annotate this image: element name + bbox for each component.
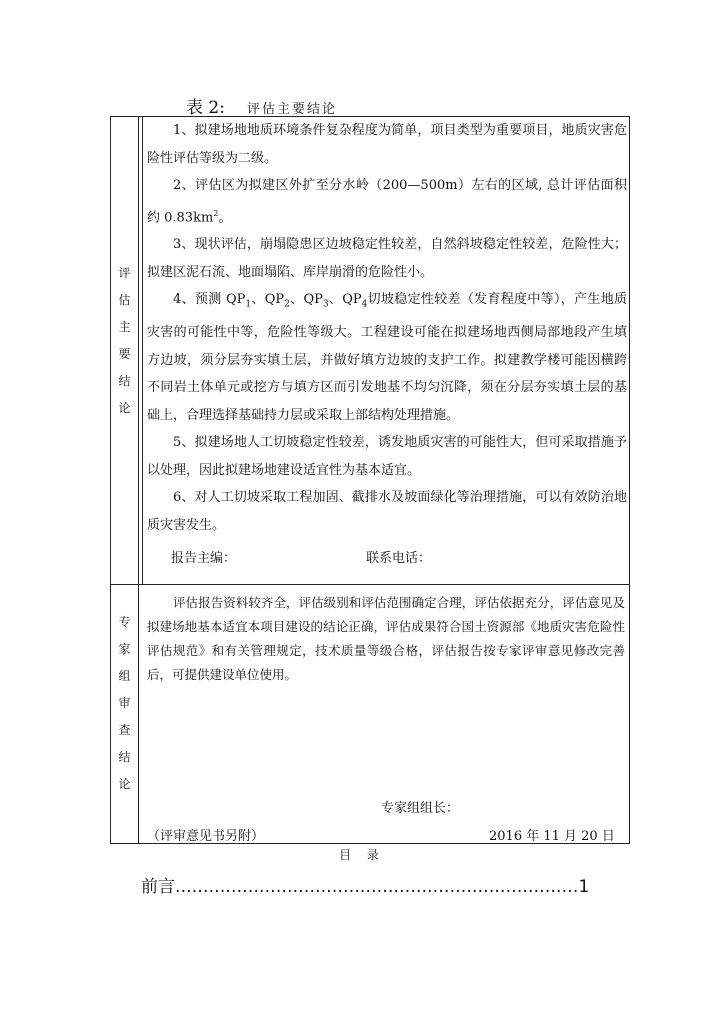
table-label: 表 2:: [186, 98, 225, 118]
toc-entry-page: 1: [578, 877, 590, 897]
evaluation-conclusions: [147, 117, 627, 539]
conclusion-item-4: [147, 286, 627, 429]
subscript: 1: [245, 299, 252, 310]
side-char: 组: [118, 669, 131, 683]
side-char: 家: [118, 642, 131, 656]
subscript: 2: [284, 299, 290, 310]
toc-leader-dots: ........................................................................: [175, 877, 579, 897]
conclusion-4-text: 、QP: [251, 292, 285, 308]
side-label-expert-review: [111, 609, 138, 798]
side-char: 评: [118, 266, 131, 280]
conclusion-4-text: 切坡稳定性较差（发育程度中等），产生地质灾害的可能性中等，危险性等级大。工程建设可能在拟建场地西侧局部地段产生填方边坡，须分层夯实填土层，并做好填方边坡的支护工作。拟建教学楼可能因横跨不同岩土体单元或挖方与填方区而引发地基不均匀沉降，须在分层夯实填土层的基础上，合理选择基础持力层或采取上部结构处理措施。: [147, 292, 628, 423]
row-divider: [111, 584, 629, 585]
signature-line: [171, 547, 431, 566]
superscript: 2: [213, 208, 219, 218]
expert-review-text: [147, 591, 625, 687]
subscript: 3: [322, 299, 329, 310]
subscript: 4: [361, 299, 368, 310]
side-char: 主: [118, 320, 131, 334]
side-char: 结: [118, 374, 131, 388]
table-title: 评估主要结论: [246, 102, 337, 117]
side-label-evaluation: [111, 260, 138, 422]
review-note: （评审意见书另附）: [147, 829, 265, 844]
side-char: 要: [118, 347, 131, 361]
conclusion-table: [110, 116, 630, 844]
conclusion-2-end: 。: [218, 209, 232, 225]
conclusion-2-text: 2、评估区为拟建区外扩至分水岭（200—500m）左右的区域, 总计评估面积约 0.83km: [147, 178, 627, 225]
conclusion-item-2: [147, 172, 627, 231]
column-divider: [138, 117, 139, 843]
conclusion-4-text: 、QP: [328, 292, 362, 308]
side-char: 论: [118, 777, 131, 791]
toc-entry[interactable]: [141, 872, 589, 897]
side-char: 专: [118, 615, 131, 629]
conclusion-item-5: 5、拟建场地人工切坡稳定性较差，诱发地质灾害的可能性大，但可采取措施予以处理，因此拟建场地建设适宜性为基本适宜。: [147, 435, 627, 478]
side-char: 论: [118, 401, 131, 415]
table-caption: [186, 93, 337, 118]
side-char: 审: [118, 696, 131, 710]
side-char: 估: [118, 293, 131, 307]
phone-label: 联系电话：: [366, 551, 432, 566]
side-char: 结: [118, 750, 131, 764]
conclusion-item-1: 1、拟建场地地质环境条件复杂程度为简单，项目类型为重要项目，地质灾害危险性评估等级为二级。: [147, 123, 627, 166]
conclusion-item-6: 6、对人工切坡采取工程加固、截排水及坡面绿化等治理措施，可以有效防治地质灾害发生。: [147, 490, 627, 533]
editor-label: 报告主编：: [171, 551, 237, 566]
review-date: 2016 年 11 月 20 日: [489, 829, 615, 844]
expert-leader-label: 专家组组长：: [381, 801, 460, 816]
conclusion-4-text: 、QP: [289, 292, 323, 308]
conclusion-item-3: 3、现状评估，崩塌隐患区边坡稳定性较差，自然斜坡稳定性较差，危险性大；拟建区泥石流、地面塌陷、库岸崩滑的危险性小。: [147, 237, 627, 280]
column-divider-inner: [142, 117, 143, 584]
conclusion-4-text: 4、预测 QP: [173, 292, 246, 308]
toc-heading: 目 录: [339, 848, 385, 862]
review-paragraph: 评估报告资料较齐全，评估级别和评估范围确定合理，评估依据充分，评估意见及拟建场地基本适宜本项目建设的结论正确，评估成果符合国土资源部《地质灾害危险性评估规范》和有关管理规定，技术质量等级合格，评估报告按专家评审意见修改完善后，可提供建设单位使用。: [147, 595, 625, 682]
toc-entry-title: 前言: [141, 877, 175, 897]
side-char: 查: [118, 723, 131, 737]
